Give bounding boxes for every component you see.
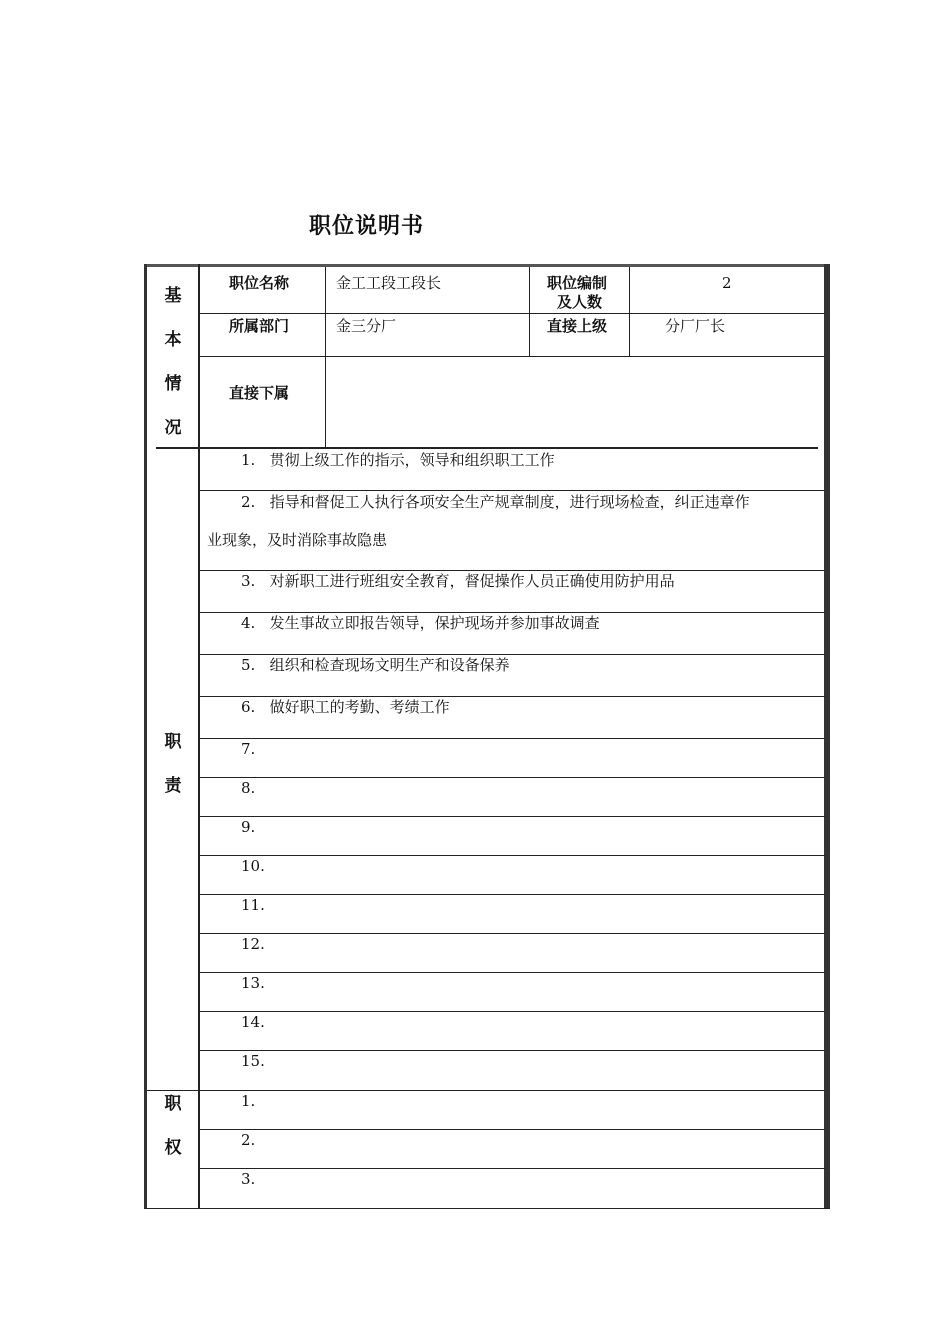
- duty-number: 7.: [241, 740, 256, 758]
- duty-item: [207, 1042, 819, 1080]
- duty-item: [207, 646, 819, 684]
- authority-item: [207, 1082, 819, 1120]
- duty-number: 12.: [241, 935, 265, 953]
- position-name-value: 金工工段工段长: [336, 274, 442, 292]
- duty-number: 4.: [241, 614, 256, 632]
- section-column-divider: [198, 264, 200, 1209]
- page-title: 职位说明书: [309, 214, 425, 239]
- duty-item: [207, 925, 819, 963]
- duty-text: 贯彻上级工作的指示，领导和组织职工工作: [269, 451, 555, 469]
- authority-item: [207, 1160, 819, 1198]
- duty-text: 组织和检查现场文明生产和设备保养: [269, 656, 510, 674]
- divider: [199, 356, 825, 357]
- authority-number: 1.: [241, 1092, 256, 1110]
- duty-number: 13.: [241, 974, 265, 992]
- headcount-value: 2: [722, 274, 732, 292]
- duty-item: [207, 769, 819, 807]
- duty-text: 指导和督促工人执行各项安全生产规章制度，进行现场检查，纠正违章作: [269, 493, 750, 511]
- duty-item-continuation: [207, 521, 819, 559]
- duty-number: 11.: [241, 896, 265, 914]
- divider: [629, 267, 630, 357]
- duty-number: 3.: [241, 572, 256, 590]
- duty-number: 15.: [241, 1052, 265, 1070]
- duty-item: [207, 886, 819, 924]
- authority-item: [207, 1121, 819, 1159]
- department-value: 金三分厂: [336, 317, 397, 335]
- duty-item: [207, 688, 819, 726]
- section-label-duties: 职 责: [164, 732, 182, 796]
- divider: [529, 267, 530, 357]
- superior-label: 直接上级: [547, 317, 608, 335]
- department-label: 所属部门: [229, 317, 290, 335]
- authority-number: 3.: [241, 1170, 256, 1188]
- duty-item: [207, 441, 819, 479]
- duty-number: 5.: [241, 656, 256, 674]
- duty-number: 2.: [241, 493, 256, 511]
- duty-item: [207, 562, 819, 600]
- position-name-label: 职位名称: [229, 274, 290, 292]
- duty-item: [207, 964, 819, 1002]
- duty-item: [207, 604, 819, 642]
- duty-text: 对新职工进行班组安全教育，督促操作人员正确使用防护用品: [269, 572, 675, 590]
- duty-number: 10.: [241, 857, 265, 875]
- superior-value: 分厂厂长: [665, 317, 726, 335]
- duty-number: 9.: [241, 818, 256, 836]
- section-label-basic: 基 本 情 况: [164, 286, 182, 438]
- divider: [325, 267, 326, 447]
- table-left-border: [144, 264, 147, 1209]
- duty-text: 做好职工的考勤、考绩工作: [269, 698, 450, 716]
- headcount-label-line1: 职位编制: [547, 274, 608, 292]
- duty-item: [207, 483, 819, 521]
- duty-number: 6.: [241, 698, 256, 716]
- duty-item: [207, 808, 819, 846]
- duty-number: 8.: [241, 779, 256, 797]
- duty-item: [207, 730, 819, 768]
- duty-number: 14.: [241, 1013, 265, 1031]
- duty-item: [207, 1003, 819, 1041]
- table-right-border: [824, 264, 830, 1209]
- duty-item: [207, 847, 819, 885]
- divider: [199, 313, 825, 314]
- duty-text: 业现象，及时消除事故隐患: [207, 531, 388, 549]
- subordinate-label: 直接下属: [229, 384, 290, 402]
- duty-text: 发生事故立即报告领导，保护现场并参加事故调查: [269, 614, 600, 632]
- table-top-border: [144, 264, 830, 267]
- authority-number: 2.: [241, 1131, 256, 1149]
- table-bottom-border: [144, 1208, 830, 1209]
- duty-number: 1.: [241, 451, 256, 469]
- headcount-label-line2: 及人数: [557, 293, 603, 311]
- section-label-authority: 职 权: [164, 1094, 182, 1158]
